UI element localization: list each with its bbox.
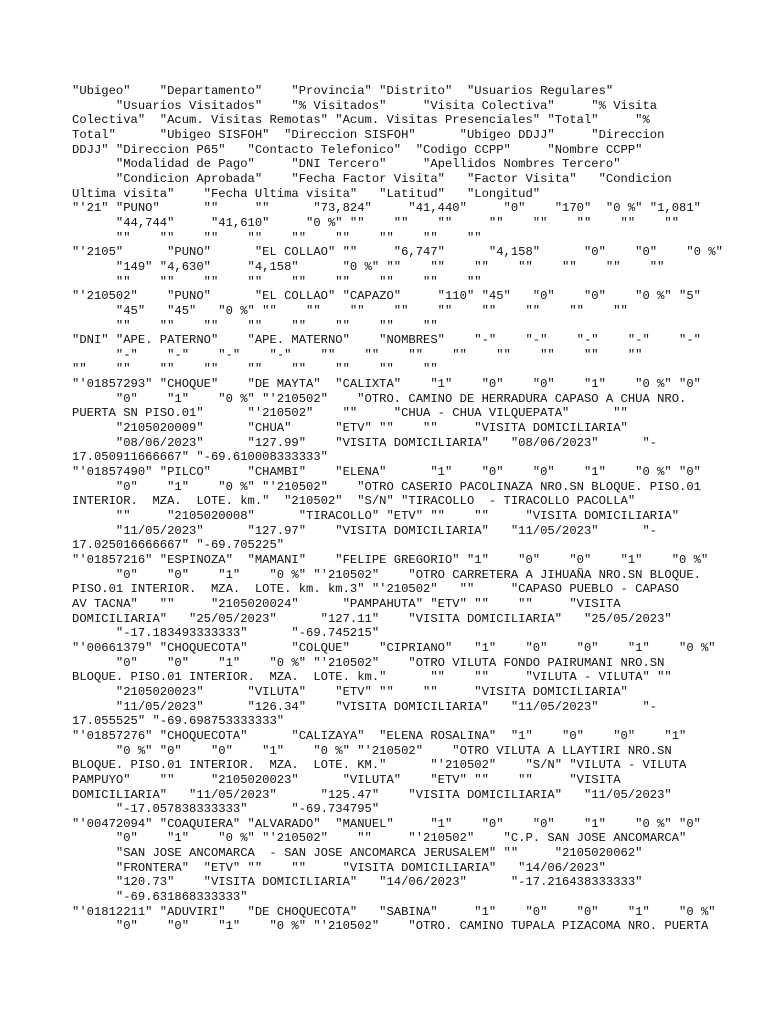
- text-line: INTERIOR. MZA. LOTE. km." "210502" "S/N" "TIRACOLLO - TIRACOLLO PACOLLA": [72, 494, 636, 509]
- text-line: "" "2105020008" "TIRACOLLO" "ETV" "" "" "VISITA DOMICILIARIA": [72, 509, 680, 524]
- text-line: "-69.631868333333": [72, 890, 248, 905]
- text-line: "Usuarios Visitados" "% Visitados" "Visita Colectiva" "% Visita: [72, 98, 658, 113]
- text-line: "149" "4,630" "4,158" "0 %" "" "" "" "" "" "" "": [72, 259, 665, 274]
- text-line: Ultima visita" "Fecha Ultima visita" "Latitud" "Longitud": [72, 186, 541, 201]
- text-line: "'01857490" "PILCO" "CHAMBI" "ELENA" "1" "0" "0" "1" "0 %" "0": [72, 465, 701, 480]
- text-line: "0" "1" "0 %" "'210502" "OTRO. CAMINO DE HERRADURA CAPASO A CHUA NRO.: [72, 391, 687, 406]
- text-line: "" "" "" "" "" "" "" "" "": [72, 230, 482, 245]
- text-line: "'21" "PUNO" "" "" "73,824" "41,440" "0" "170" "0 %" "1,081": [72, 201, 701, 216]
- text-line: "" "" "" "" "" "" "" "" "": [72, 274, 482, 289]
- text-line: 17.025016666667" "-69.705225": [72, 538, 285, 553]
- text-line: "11/05/2023" "126.34" "VISITA DOMICILIARIA" "11/05/2023" "-: [72, 699, 658, 714]
- text-line: BLOQUE. PISO.01 INTERIOR. MZA. LOTE. KM." "'210502" "S/N" "VILUTA - VILUTA: [72, 758, 687, 773]
- document-text: [72, 84, 728, 934]
- text-line: PISO.01 INTERIOR. MZA. LOTE. km. km.3" "'210502" "" "CAPASO PUEBLO - CAPASO: [72, 582, 680, 597]
- text-line: "FRONTERA" "ETV" "" "" "VISITA DOMICILIARIA" "14/06/2023": [72, 860, 606, 875]
- text-line: DOMICILIARIA" "11/05/2023" "125.47" "VISITA DOMICILIARIA" "11/05/2023": [72, 787, 672, 802]
- text-line: "0" "0" "1" "0 %" "'210502" "OTRO VILUTA FONDO PAIRUMANI NRO.SN: [72, 655, 665, 670]
- text-line: "'00661379" "CHOQUECOTA" "COLQUE" "CIPRIANO" "1" "0" "0" "1" "0 %": [72, 640, 716, 655]
- text-line: Colectiva" "Acum. Visitas Remotas" "Acum. Visitas Presenciales" "Total" "%: [72, 113, 650, 128]
- text-line: "'01857276" "CHOQUECOTA" "CALIZAYA" "ELENA ROSALINA" "1" "0" "0" "1": [72, 728, 687, 743]
- text-line: "-" "-" "-" "-" "" "" "" "" "" "" "" "": [72, 347, 643, 362]
- text-line: "-17.183493333333" "-69.745215": [72, 626, 380, 641]
- text-line: AV TACNA" "" "2105020024" "PAMPAHUTA" "ETV" "" "" "VISITA: [72, 596, 621, 611]
- text-line: "44,744" "41,610" "0 %" "" "" "" "" "" "" "" "": [72, 215, 680, 230]
- text-line: "Modalidad de Pago" "DNI Tercero" "Apellidos Nombres Tercero": [72, 157, 621, 172]
- text-line: "'00472094" "COAQUIERA" "ALVARADO" "MANUEL" "1" "0" "0" "1" "0 %" "0": [72, 816, 701, 831]
- text-line: 17.055525" "-69.698753333333": [72, 714, 285, 729]
- text-line: "" "" "" "" "" "" "" "" "": [72, 362, 438, 377]
- text-line: "08/06/2023" "127.99" "VISITA DOMICILIARIA" "08/06/2023" "-: [72, 435, 658, 450]
- text-line: "'01857216" "ESPINOZA" "MAMANI" "FELIPE GREGORIO" "1" "0" "0" "1" "0 %": [72, 553, 709, 567]
- text-line: 17.050911666667" "-69.610008333333": [72, 450, 328, 465]
- text-line: "SAN JOSE ANCOMARCA - SAN JOSE ANCOMARCA JERUSALEM" "" "2105020062": [72, 846, 643, 861]
- text-line: "2105020023" "VILUTA" "ETV" "" "" "VISITA DOMICILIARIA": [72, 684, 628, 699]
- text-line: "0" "0" "1" "0 %" "'210502" "OTRO CARRETERA A JIHUAÑA NRO.SN BLOQUE.: [72, 567, 701, 582]
- text-line: "120.73" "VISITA DOMICILIARIA" "14/06/2023" "-17.216438333333": [72, 875, 643, 890]
- text-line: "'01857293" "CHOQUE" "DE MAYTA" "CALIXTA" "1" "0" "0" "1" "0 %" "0": [72, 377, 701, 392]
- text-line: PUERTA SN PISO.01" "'210502" "" "CHUA - CHUA VILQUEPATA" "": [72, 406, 628, 421]
- text-line: "-17.057838333333" "-69.734795": [72, 802, 380, 817]
- text-line: "Condicion Aprobada" "Fecha Factor Visita" "Factor Visita" "Condicion: [72, 171, 672, 186]
- text-line: "'210502" "PUNO" "EL COLLAO" "CAPAZO" "110" "45" "0" "0" "0 %" "5": [72, 289, 701, 304]
- text-line: "45" "45" "0 %" "" "" "" "" "" "" "" "" "": [72, 303, 628, 318]
- text-line: BLOQUE. PISO.01 INTERIOR. MZA. LOTE. km." "" "" "VILUTA - VILUTA" "": [72, 670, 672, 685]
- text-line: "0" "1" "0 %" "'210502" "OTRO CASERIO PACOLINAZA NRO.SN BLOQUE. PISO.01: [72, 479, 701, 494]
- text-line: DOMICILIARIA" "25/05/2023" "127.11" "VISITA DOMICILIARIA" "25/05/2023": [72, 611, 672, 626]
- text-line: "'01812211" "ADUVIRI" "DE CHOQUECOTA" "SABINA" "1" "0" "0" "1" "0 %": [72, 904, 716, 919]
- text-line: DDJJ" "Direccion P65" "Contacto Telefonico" "Codigo CCPP" "Nombre CCPP": [72, 142, 643, 157]
- text-line: "0" "1" "0 %" "'210502" "" "'210502" "C.P. SAN JOSE ANCOMARCA": [72, 831, 687, 846]
- text-line: "11/05/2023" "127.97" "VISITA DOMICILIARIA" "11/05/2023" "-: [72, 523, 658, 538]
- text-line: "" "" "" "" "" "" "" "": [72, 318, 438, 333]
- text-line: PAMPUYO" "" "2105020023" "VILUTA" "ETV" "" "" "VISITA: [72, 772, 621, 787]
- text-line: "Ubigeo" "Departamento" "Provincia" "Distrito" "Usuarios Regulares": [72, 84, 614, 98]
- text-line: "'2105" "PUNO" "EL COLLAO" "" "6,747" "4,158" "0" "0" "0 %": [72, 245, 723, 260]
- text-line: "DNI" "APE. PATERNO" "APE. MATERNO" "NOMBRES" "-" "-" "-" "-" "-": [72, 333, 701, 348]
- text-line: Total" "Ubigeo SISFOH" "Direccion SISFOH" "Ubigeo DDJJ" "Direccion: [72, 127, 665, 142]
- text-line: "2105020009" "CHUA" "ETV" "" "" "VISITA DOMICILIARIA": [72, 421, 628, 436]
- text-line: "0" "0" "1" "0 %" "'210502" "OTRO. CAMINO TUPALA PIZACOMA NRO. PUERTA: [72, 919, 709, 934]
- text-line: "0 %" "0" "0" "1" "0 %" "'210502" "OTRO VILUTA A LLAYTIRI NRO.SN: [72, 743, 672, 758]
